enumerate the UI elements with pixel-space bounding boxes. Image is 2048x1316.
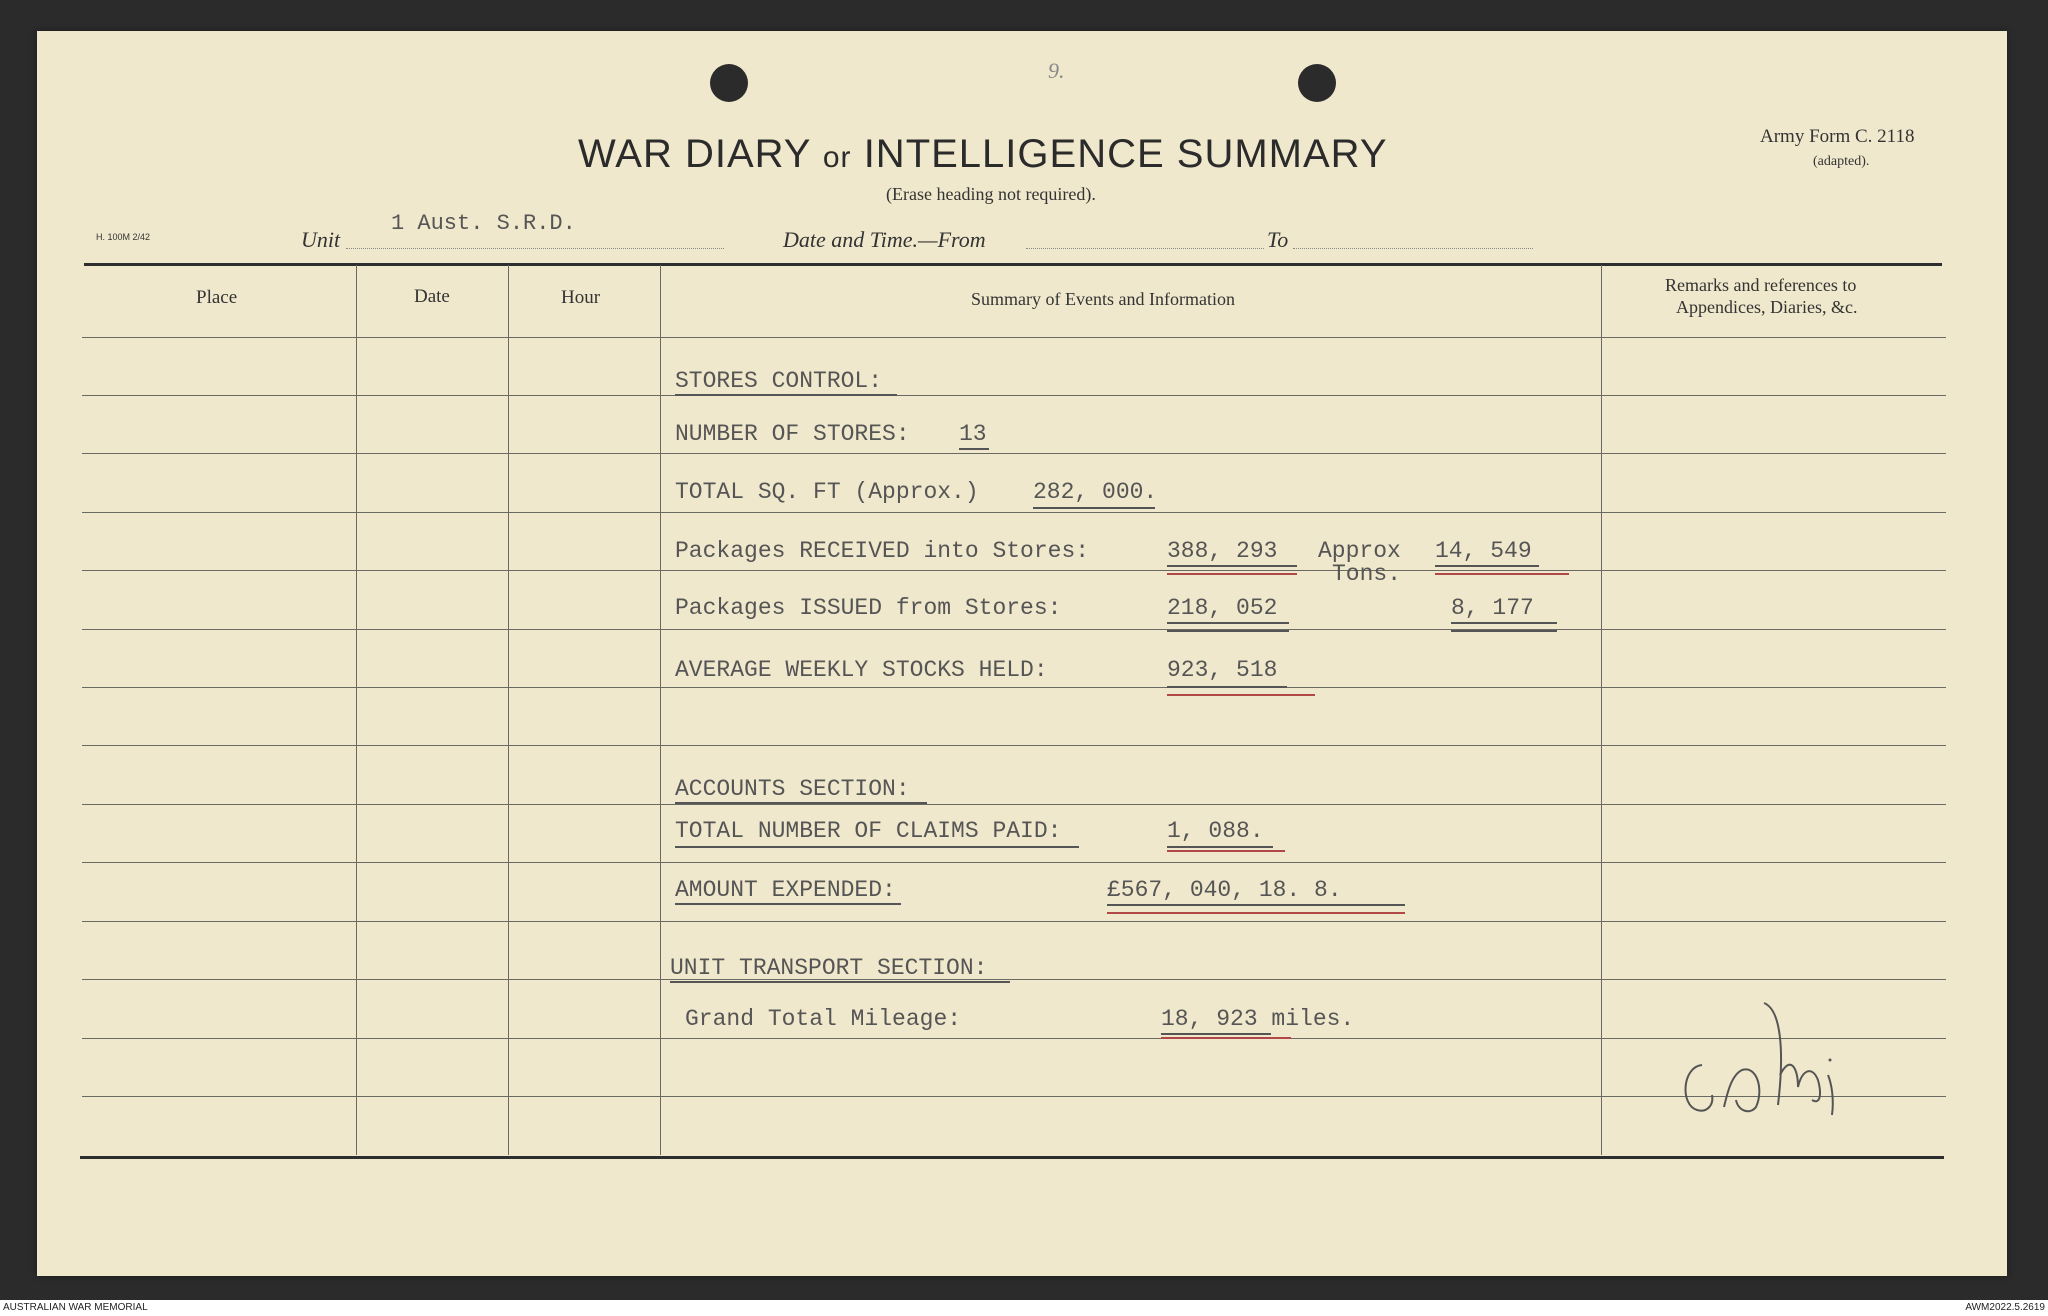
form-subtitle: (Erase heading not required).	[886, 184, 1096, 204]
total-sq-ft-value: 282, 000.	[1033, 479, 1158, 505]
column-divider-summary-remarks	[1601, 265, 1602, 1155]
packages-issued-tons: 8, 177	[1451, 595, 1534, 621]
unit-value: 1 Aust. S.R.D.	[391, 211, 576, 236]
column-header-summary: Summary of Events and Information	[971, 289, 1235, 309]
rule-line	[82, 337, 1946, 338]
packages-received-label: Packages RECEIVED into Stores:	[675, 538, 1090, 564]
officer-signature	[1672, 995, 1862, 1120]
average-weekly-stocks-label: AVERAGE WEEKLY STOCKS HELD:	[675, 657, 1048, 683]
underline	[675, 903, 901, 905]
underline	[1167, 694, 1315, 696]
unit-label: Unit	[301, 227, 341, 252]
underline	[1435, 573, 1569, 575]
column-header-date: Date	[414, 286, 450, 307]
packages-issued-value: 218, 052	[1167, 595, 1278, 621]
underline	[675, 394, 897, 396]
mileage-value: 18, 923 miles.	[1161, 1006, 1355, 1032]
rule-line	[82, 745, 1946, 746]
army-form-note: (adapted).	[1813, 154, 1870, 169]
page-number: 9.	[1048, 58, 1065, 83]
column-header-place: Place	[196, 287, 238, 308]
unit-dotted-line	[346, 248, 724, 249]
underline	[670, 981, 1010, 983]
amount-expended-label: AMOUNT EXPENDED:	[675, 877, 896, 903]
underline	[1033, 507, 1155, 509]
rule-line	[82, 395, 1946, 396]
underline	[675, 802, 927, 804]
punch-hole-left	[710, 64, 748, 102]
underline	[1107, 912, 1405, 914]
rule-line	[82, 921, 1946, 922]
number-of-stores-label: NUMBER OF STORES:	[675, 421, 910, 447]
to-label: To	[1267, 227, 1289, 252]
packages-received-tons: 14, 549	[1435, 538, 1532, 564]
column-divider-place-date	[356, 265, 357, 1155]
column-header-hour: Hour	[561, 287, 601, 308]
archive-reference: AWM2022.5.2619	[1965, 1302, 2045, 1313]
rule-line	[82, 512, 1946, 513]
underline	[675, 846, 1079, 848]
number-of-stores-value: 13	[959, 421, 987, 447]
underline	[959, 448, 989, 450]
rule-line	[82, 629, 1946, 630]
underline	[1435, 565, 1539, 567]
underline	[1167, 686, 1287, 688]
title-intelligence-summary: INTELLIGENCE SUMMARY	[863, 132, 1388, 176]
rule-line	[82, 862, 1946, 863]
underline	[1451, 622, 1557, 624]
print-code: H. 100M 2/42	[96, 232, 151, 242]
underline	[1451, 630, 1557, 632]
unit-transport-heading: UNIT TRANSPORT SECTION:	[670, 955, 988, 981]
underline	[1167, 565, 1297, 567]
underline	[1167, 850, 1285, 852]
form-title	[578, 132, 1388, 177]
amount-expended-value: £567, 040, 18. 8.	[1107, 877, 1342, 903]
column-header-remarks-line2: Appendices, Diaries, &c.	[1676, 297, 1858, 317]
archive-footer-bar	[0, 1300, 2048, 1316]
approx-label: Approx	[1318, 538, 1401, 564]
claims-paid-label: TOTAL NUMBER OF CLAIMS PAID:	[675, 818, 1062, 844]
stores-control-heading: STORES CONTROL:	[675, 368, 883, 394]
underline	[1161, 1033, 1271, 1035]
column-divider-hour-summary	[660, 265, 661, 1155]
date-time-label: Date and Time.—From	[783, 227, 986, 252]
title-or: or	[822, 141, 852, 174]
rule-line	[82, 570, 1946, 571]
packages-issued-label: Packages ISSUED from Stores:	[675, 595, 1062, 621]
mileage-label: Grand Total Mileage:	[685, 1006, 962, 1032]
packages-received-value: 388, 293	[1167, 538, 1278, 564]
to-dotted-line	[1293, 248, 1533, 249]
column-divider-date-hour	[508, 265, 509, 1155]
underline	[1167, 846, 1273, 848]
underline	[1161, 1037, 1291, 1039]
underline	[1167, 573, 1297, 575]
table-top-border	[84, 263, 1942, 266]
underline	[1167, 622, 1289, 624]
column-header-remarks-line1: Remarks and references to	[1665, 275, 1857, 295]
underline	[1107, 904, 1405, 906]
rule-line	[82, 1038, 1946, 1039]
army-form-number: Army Form C. 2118	[1760, 126, 1915, 147]
claims-paid-value: 1, 088.	[1167, 818, 1264, 844]
rule-line	[82, 804, 1946, 805]
underline	[1167, 630, 1289, 632]
table-bottom-border	[80, 1156, 1944, 1159]
rule-line	[82, 1096, 1946, 1097]
punch-hole-right	[1298, 64, 1336, 102]
rule-line	[82, 687, 1946, 688]
archive-source-label: AUSTRALIAN WAR MEMORIAL	[3, 1302, 148, 1313]
accounts-section-heading: ACCOUNTS SECTION:	[675, 776, 910, 802]
from-dotted-line	[1026, 248, 1264, 249]
average-weekly-stocks-value: 923, 518	[1167, 657, 1278, 683]
total-sq-ft-label: TOTAL SQ. FT (Approx.)	[675, 479, 979, 505]
rule-line	[82, 453, 1946, 454]
title-war-diary: WAR DIARY	[578, 132, 811, 176]
tons-label: Tons.	[1332, 561, 1402, 587]
rule-line	[82, 979, 1946, 980]
